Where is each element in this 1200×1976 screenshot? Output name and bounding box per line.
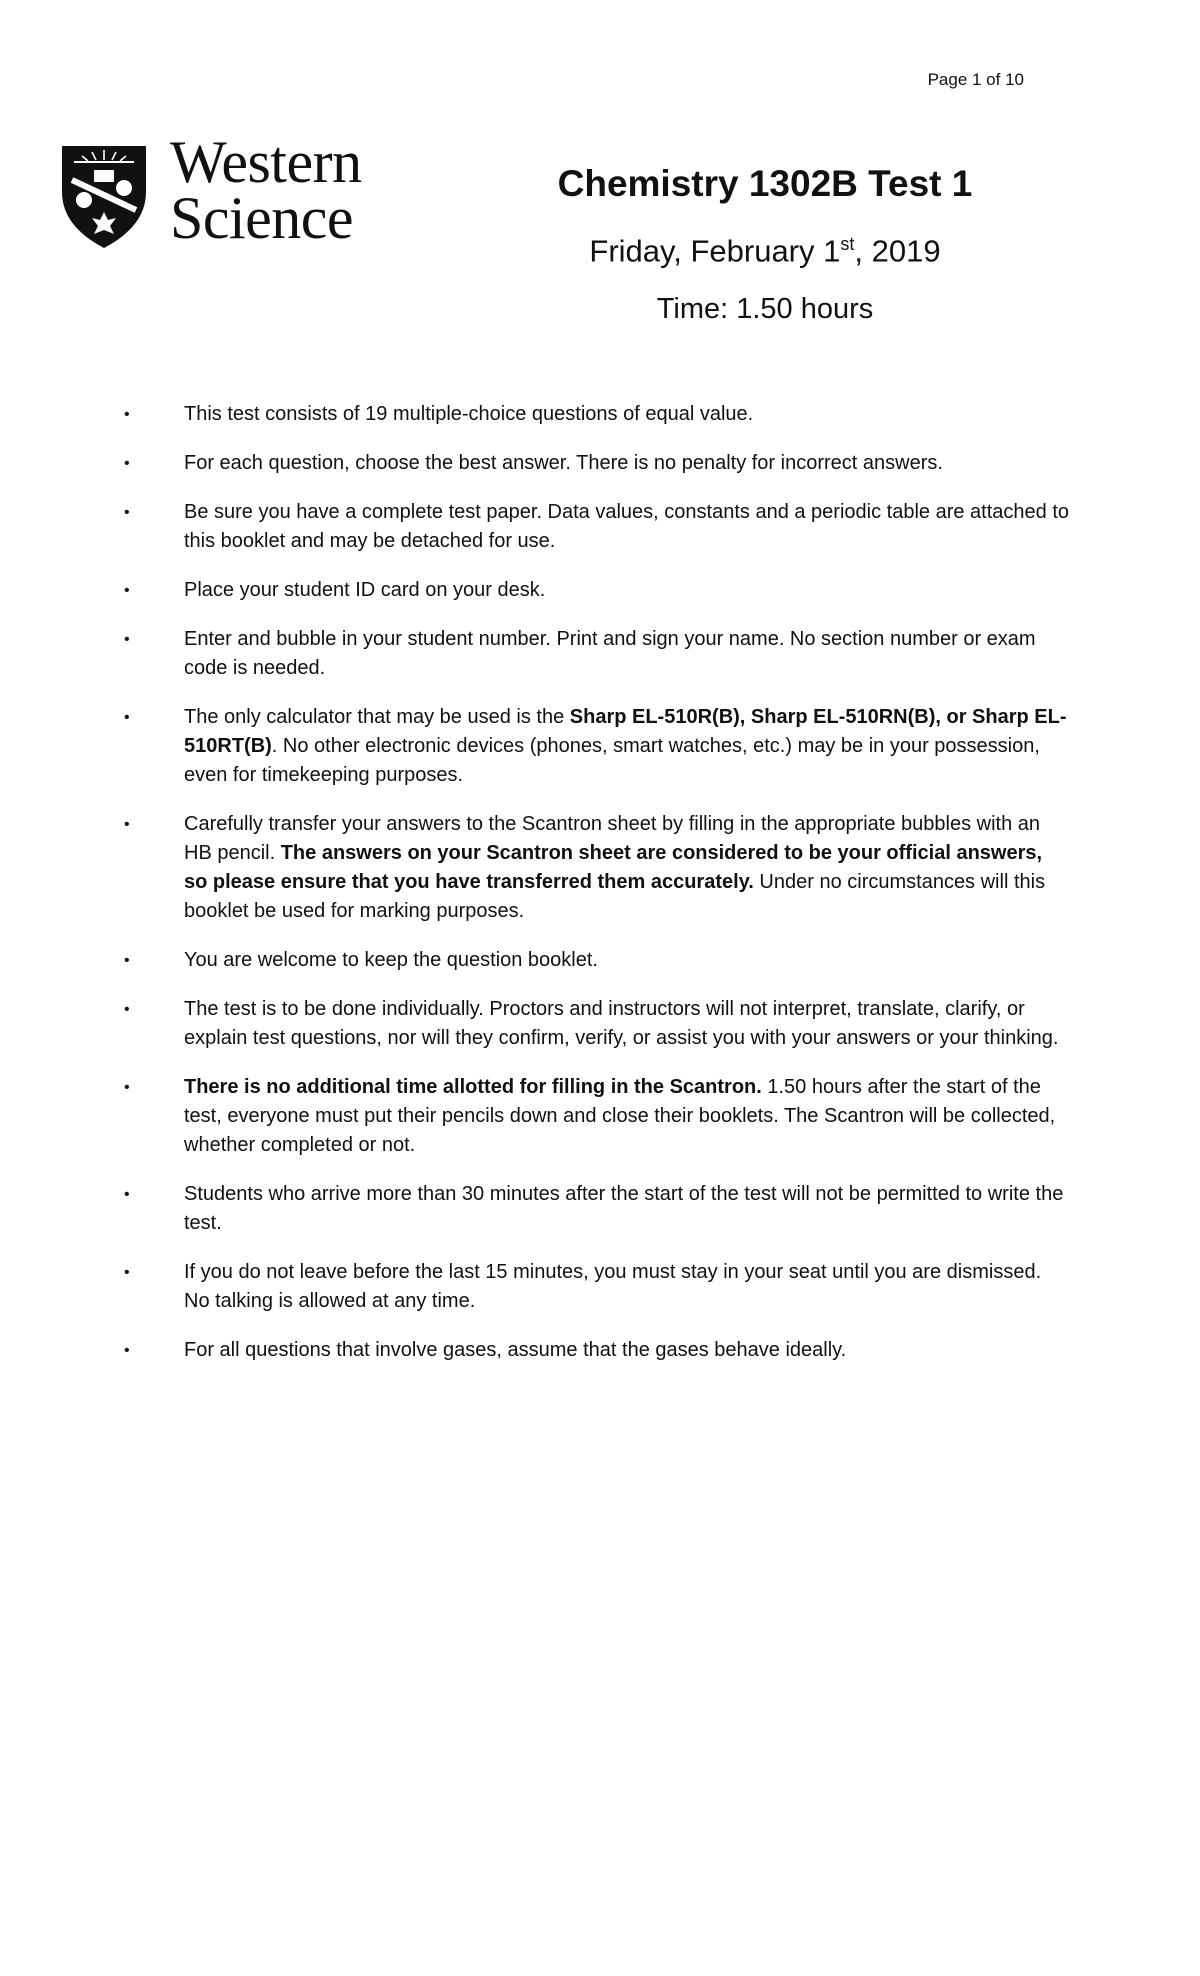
instruction-text: Under no circumstances will this booklet be used for marking purposes. [184,871,1046,922]
instruction-item [120,810,1070,926]
bullet-icon: • [124,952,130,969]
instruction-text: Be sure you have a complete test paper. Data values, constants and a periodic table are attached to this booklet and may be detached for use. [184,501,1069,552]
instruction-text: The test is to be done individually. Proctors and instructors will not interpret, translate, clarify, or explain test questions, nor will they confirm, verify, or assist you with your answers or your thinking. [184,998,1059,1049]
instruction-item [120,625,1070,683]
instruction-item [120,946,1070,975]
instruction-text: For each question, choose the best answer. There is no penalty for incorrect answers. [184,452,943,474]
western-science-logo [60,129,400,255]
instruction-item [120,703,1070,790]
instruction-item [120,576,1070,605]
instruction-text: Carefully transfer your answers to the Scantron sheet by filling in the appropriate bubbles with an HB pencil. [184,813,1041,864]
test-title: Chemistry 1302B Test 1 [557,163,973,204]
instruction-text: This test consists of 19 multiple-choice questions of equal value. [184,403,754,425]
instruction-text-bold: The answers on your Scantron sheet are considered to be your official answers, so please ensure that you have transferred them accurately. [184,842,1043,893]
bullet-icon: • [124,631,130,648]
instruction-item [120,400,1070,429]
date-superscript: st [840,234,855,254]
test-date [530,222,1000,273]
instruction-text: For all questions that involve gases, assume that the gases behave ideally. [184,1339,847,1361]
instruction-item [120,498,1070,556]
title-block [530,160,1000,331]
logo-line-science: Science [170,185,354,251]
instruction-text: Enter and bubble in your student number. Print and sign your name. No section number or exam code is needed. [184,628,1036,679]
instruction-text-bold: Sharp EL-510R(B), Sharp EL-510RN(B), or Sharp EL-510RT(B) [184,706,1067,757]
logo-line-western: Western [170,129,362,195]
instruction-text: You are welcome to keep the question booklet. [184,949,598,971]
instruction-item [120,1180,1070,1238]
instruction-text: 1.50 hours after the start of the test, everyone must put their pencils down and close their booklets. The Scantron will be collected, whether completed or not. [184,1076,1056,1156]
bullet-icon: • [124,816,130,833]
instruction-text-bold: There is no additional time allotted for filling in the Scantron. [184,1076,762,1098]
date-prefix: Friday, February 1 [589,233,841,269]
bullet-icon: • [124,1342,130,1359]
instruction-text: The only calculator that may be used is the [184,706,570,728]
instruction-text: Place your student ID card on your desk. [184,579,546,601]
instruction-text: If you do not leave before the last 15 minutes, you must stay in your seat until you are dismissed. No talking is allowed at any time. [184,1261,1042,1312]
bullet-icon: • [124,504,130,521]
instruction-item [120,1258,1070,1316]
bullet-icon: • [124,582,130,599]
test-duration: Time: 1.50 hours [656,293,874,326]
bullet-icon: • [124,1001,130,1018]
bullet-icon: • [124,1264,130,1281]
western-shield-icon [60,140,148,250]
date-suffix: , 2019 [854,233,941,269]
instruction-item [120,1073,1070,1160]
bullet-icon: • [124,1079,130,1096]
bullet-icon: • [124,406,130,423]
instruction-text: . No other electronic devices (phones, smart watches, etc.) may be in your possession, even for timekeeping purposes. [184,735,1040,786]
instructions-list [120,400,1070,1385]
instruction-item [120,1336,1070,1365]
instruction-text: Students who arrive more than 30 minutes after the start of the test will not be permitted to write the test. [184,1183,1064,1234]
bullet-icon: • [124,1186,130,1203]
instruction-item [120,449,1070,478]
instruction-item [120,995,1070,1053]
bullet-icon: • [124,709,130,726]
page-number: Page 1 of 10 [927,70,1024,89]
bullet-icon: • [124,455,130,472]
